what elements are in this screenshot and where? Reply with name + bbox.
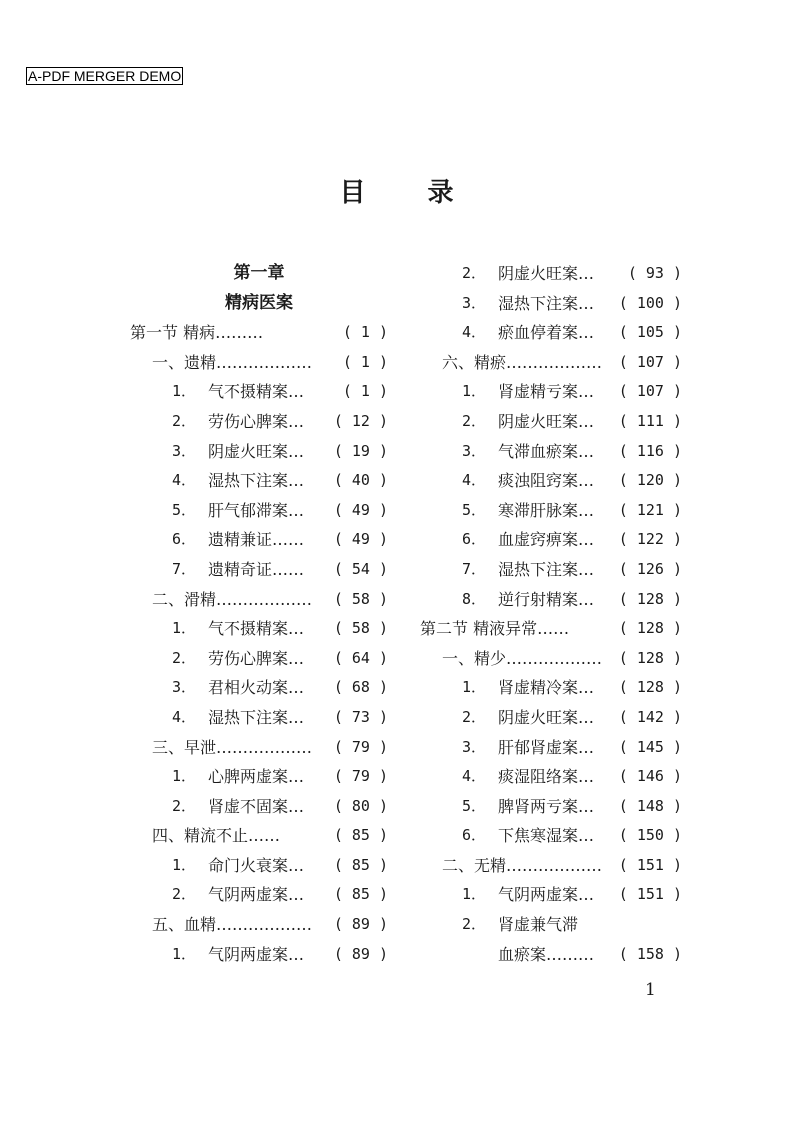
toc-entry-number: 4． xyxy=(462,471,487,490)
toc-entry-title: 寒滞肝脉案… xyxy=(498,500,595,520)
toc-entry-page: ( 151 ) xyxy=(618,885,682,904)
toc-entry-page: ( 85 ) xyxy=(333,855,388,874)
toc-entry-title: 气不摄精案… xyxy=(208,382,305,402)
toc-entry xyxy=(420,377,682,407)
toc-entry xyxy=(420,821,682,851)
toc-entry xyxy=(130,851,388,881)
toc-entry-page: ( 146 ) xyxy=(618,767,682,786)
toc-entry-title: 肾虚不固案… xyxy=(208,796,305,816)
toc-entry xyxy=(420,673,682,703)
toc-entry-title: 一、遗精……………… xyxy=(152,352,313,372)
toc-entry-number: 2． xyxy=(462,264,487,282)
toc-entry xyxy=(420,910,682,940)
toc-entry-page: ( 68 ) xyxy=(333,678,388,697)
toc-entry-number: 4． xyxy=(172,471,197,490)
toc-entry-page: ( 148 ) xyxy=(618,796,682,815)
toc-entry xyxy=(130,525,388,555)
toc-entry-title: 肾虚精冷案… xyxy=(498,678,595,698)
chapter-title: 第一章 xyxy=(233,263,285,283)
toc-entry-number: 7． xyxy=(172,559,197,578)
toc-entry-page: ( 126 ) xyxy=(618,559,682,578)
chapter-heading xyxy=(130,289,388,319)
toc-entry xyxy=(420,585,682,615)
toc-entry-title: 气阴两虚案… xyxy=(208,885,305,905)
toc-entry xyxy=(130,910,388,940)
toc-entry-page: ( 58 ) xyxy=(333,619,388,638)
toc-entry-number: 2． xyxy=(462,707,487,726)
toc-entry-page: ( 128 ) xyxy=(618,678,682,697)
toc-entry xyxy=(130,762,388,792)
title-char-1: 目 xyxy=(339,178,366,208)
toc-entry-title: 阴虚火旺案… xyxy=(498,707,595,727)
toc-entry-title: 瘀血停着案… xyxy=(498,323,595,343)
toc-entry-title: 心脾两虚案… xyxy=(208,767,305,787)
page-title xyxy=(0,172,793,209)
toc-entry-page: ( 142 ) xyxy=(618,707,682,726)
toc-entry xyxy=(130,585,388,615)
watermark: A-PDF MERGER DEMO xyxy=(28,68,182,84)
toc-entry-number: 5． xyxy=(462,500,487,519)
toc-entry-title: 四、精流不止…… xyxy=(152,826,281,846)
toc-entry-page: ( 49 ) xyxy=(333,500,388,519)
toc-entry-title: 痰湿阻络案… xyxy=(498,767,595,787)
toc-entry-number: 1． xyxy=(172,944,197,963)
toc-entry-title: 气滞血瘀案… xyxy=(498,441,595,461)
toc-entry-number: 2． xyxy=(172,648,197,667)
toc-entry xyxy=(130,733,388,763)
toc-entry xyxy=(130,496,388,526)
toc-entry-number: 1． xyxy=(172,855,197,874)
toc-entry-page: ( 89 ) xyxy=(333,915,388,934)
toc-left-column xyxy=(130,259,388,969)
toc-entry-page: ( 107 ) xyxy=(618,352,682,371)
toc-entry-page: ( 120 ) xyxy=(618,471,682,490)
toc-entry-title: 第二节 精液异常…… xyxy=(420,619,570,639)
toc-entry xyxy=(420,318,682,348)
toc-entry-title: 君相火动案… xyxy=(208,678,305,698)
toc-entry-number: 1． xyxy=(172,382,197,401)
toc-entry-number: 4． xyxy=(462,767,487,786)
toc-entry-page: ( 58 ) xyxy=(333,589,388,608)
toc-entry-number: 2． xyxy=(172,411,197,430)
toc-entry-title: 阴虚火旺案… xyxy=(208,441,305,461)
toc-entry-page: ( 150 ) xyxy=(618,826,682,845)
chapter-heading xyxy=(130,259,388,289)
toc-entry-page: ( 128 ) xyxy=(618,619,682,638)
toc-entry-title: 肝郁肾虚案… xyxy=(498,737,595,757)
toc-entry-page: ( 80 ) xyxy=(333,796,388,815)
toc-entry-page: ( 145 ) xyxy=(618,737,682,756)
toc-entry-page: ( 40 ) xyxy=(333,471,388,490)
toc-entry-number: 2． xyxy=(172,796,197,815)
toc-entry-page: ( 128 ) xyxy=(618,589,682,608)
toc-entry-page: ( 128 ) xyxy=(618,648,682,667)
toc-entry-title: 遗精奇证…… xyxy=(208,559,305,579)
toc-entry xyxy=(130,318,388,348)
toc-entry xyxy=(130,555,388,585)
toc-entry-number: 6． xyxy=(462,530,487,549)
toc-entry xyxy=(420,259,682,289)
toc-entry xyxy=(420,733,682,763)
toc-entry xyxy=(130,466,388,496)
toc-entry-number: 1． xyxy=(172,767,197,786)
toc-entry-title: 命门火衰案… xyxy=(208,855,305,875)
toc-entry xyxy=(420,525,682,555)
page-number: 1 xyxy=(645,980,656,1000)
toc-entry-title: 劳伤心脾案… xyxy=(208,411,305,431)
toc-entry-title: 肝气郁滞案… xyxy=(208,500,305,520)
toc-entry-page: ( 79 ) xyxy=(333,737,388,756)
toc-entry-number: 3． xyxy=(172,678,197,697)
toc-entry-page: ( 73 ) xyxy=(333,707,388,726)
toc-entry-title: 脾肾两亏案… xyxy=(498,796,595,816)
toc-entry-page: ( 85 ) xyxy=(333,885,388,904)
toc-entry-number: 6． xyxy=(462,826,487,845)
toc-entry-number: 1． xyxy=(172,619,197,638)
toc-entry-page: ( 105 ) xyxy=(618,323,682,342)
toc-entry xyxy=(130,940,388,970)
toc-entry xyxy=(420,851,682,881)
toc-entry xyxy=(420,644,682,674)
toc-entry xyxy=(130,644,388,674)
toc-entry-title: 气不摄精案… xyxy=(208,619,305,639)
toc-entry-number: 1． xyxy=(462,885,487,904)
toc-entry xyxy=(130,673,388,703)
toc-entry-number: 2． xyxy=(462,915,487,934)
toc-entry xyxy=(420,614,682,644)
toc-entry xyxy=(420,466,682,496)
toc-entry-page: ( 111 ) xyxy=(618,411,682,430)
toc-entry-title: 气阴两虚案… xyxy=(498,885,595,905)
toc-entry-title: 逆行射精案… xyxy=(498,589,595,609)
toc-entry-page: ( 122 ) xyxy=(618,530,682,549)
toc-entry-page: ( 158 ) xyxy=(618,944,682,963)
toc-entry-title: 三、早泄……………… xyxy=(152,737,313,757)
toc-entry xyxy=(420,940,682,970)
toc-entry-number: 3． xyxy=(462,441,487,460)
toc-entry-page: ( 116 ) xyxy=(618,441,682,460)
toc-entry-title: 血瘀案……… xyxy=(498,944,595,964)
toc-entry-page: ( 93 ) xyxy=(627,264,682,282)
toc-entry-number: 3． xyxy=(172,441,197,460)
toc-entry-number: 5． xyxy=(172,500,197,519)
toc-entry-title: 阴虚火旺案… xyxy=(498,411,595,431)
toc-entry xyxy=(130,407,388,437)
toc-entry-number: 3． xyxy=(462,737,487,756)
toc-entry-title: 痰浊阻窍案… xyxy=(498,471,595,491)
toc-entry-title: 劳伤心脾案… xyxy=(208,648,305,668)
toc-entry-page: ( 19 ) xyxy=(333,441,388,460)
toc-entry-page: ( 107 ) xyxy=(618,382,682,401)
toc-entry-number: 5． xyxy=(462,796,487,815)
toc-entry xyxy=(130,821,388,851)
toc-entry-page: ( 85 ) xyxy=(333,826,388,845)
toc-entry-title: 湿热下注案… xyxy=(208,471,305,491)
toc-entry-page: ( 54 ) xyxy=(333,559,388,578)
toc-entry xyxy=(420,289,682,319)
toc-entry-number: 4． xyxy=(172,707,197,726)
toc-entry-title: 血虚窍痹案… xyxy=(498,530,595,550)
title-char-2: 录 xyxy=(427,178,454,208)
toc-entry xyxy=(420,407,682,437)
toc-entry xyxy=(130,437,388,467)
toc-entry xyxy=(420,880,682,910)
toc-entry-title: 肾虚兼气滞 xyxy=(498,915,579,935)
toc-entry-title: 二、滑精……………… xyxy=(152,589,313,609)
toc-entry-title: 一、精少……………… xyxy=(442,648,603,668)
toc-right-column xyxy=(420,259,682,969)
toc-entry-page: ( 1 ) xyxy=(342,352,388,371)
chapter-title: 精病医案 xyxy=(225,292,293,313)
toc-entry-title: 五、血精……………… xyxy=(152,915,313,935)
toc-entry-page: ( 121 ) xyxy=(618,500,682,519)
toc-entry-page: ( 79 ) xyxy=(333,767,388,786)
toc-entry-title: 遗精兼证…… xyxy=(208,530,305,550)
toc-entry-number: 4． xyxy=(462,323,487,342)
toc-entry-page: ( 1 ) xyxy=(342,382,388,401)
toc-entry xyxy=(420,762,682,792)
toc-entry-page: ( 1 ) xyxy=(342,323,388,342)
toc-entry-page: ( 100 ) xyxy=(618,293,682,312)
toc-entry xyxy=(420,437,682,467)
toc-entry-page: ( 151 ) xyxy=(618,855,682,874)
toc-entry-title: 六、精瘀……………… xyxy=(442,352,603,372)
toc-entry xyxy=(420,792,682,822)
toc-entry-number: 2． xyxy=(172,885,197,904)
toc-entry-number: 1． xyxy=(462,382,487,401)
toc-entry-title: 气阴两虚案… xyxy=(208,944,305,964)
toc-entry xyxy=(420,703,682,733)
toc-entry-title: 湿热下注案… xyxy=(498,293,595,313)
toc-entry-title: 阴虚火旺案… xyxy=(498,264,595,283)
toc-entry xyxy=(130,703,388,733)
toc-entry xyxy=(420,555,682,585)
toc-entry-page: ( 12 ) xyxy=(333,411,388,430)
toc-entry-title: 第一节 精病……… xyxy=(130,323,264,343)
toc-entry xyxy=(420,496,682,526)
toc-entry-title: 二、无精……………… xyxy=(442,855,603,875)
toc-entry-page: ( 49 ) xyxy=(333,530,388,549)
toc-entry-page: ( 64 ) xyxy=(333,648,388,667)
toc-entry-number: 3． xyxy=(462,293,487,312)
toc-entry-title: 肾虚精亏案… xyxy=(498,382,595,402)
toc-entry-title: 湿热下注案… xyxy=(498,559,595,579)
toc-entry-number: 2． xyxy=(462,411,487,430)
toc-entry xyxy=(130,614,388,644)
toc-entry xyxy=(130,377,388,407)
toc-entry-page: ( 89 ) xyxy=(333,944,388,963)
toc-entry-number: 8． xyxy=(462,589,487,608)
toc-entry-number: 1． xyxy=(462,678,487,697)
toc-entry xyxy=(130,348,388,378)
toc-entry-number: 7． xyxy=(462,559,487,578)
toc-entry-title: 下焦寒湿案… xyxy=(498,826,595,846)
toc-entry-title: 湿热下注案… xyxy=(208,707,305,727)
toc-entry xyxy=(130,880,388,910)
toc-entry xyxy=(130,792,388,822)
toc-entry-number: 6． xyxy=(172,530,197,549)
toc-entry xyxy=(420,348,682,378)
